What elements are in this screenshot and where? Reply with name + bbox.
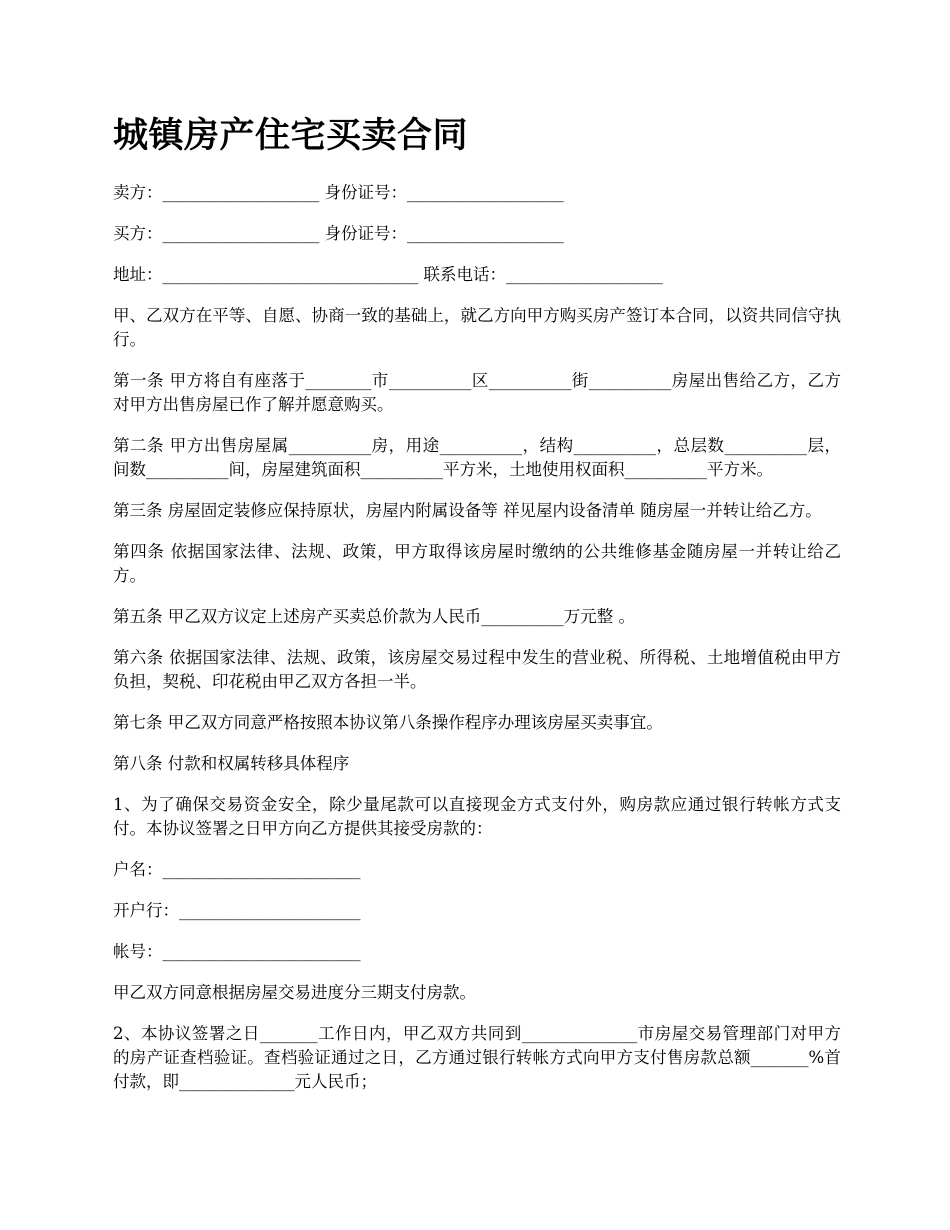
article-8-clause-1: 1、为了确保交易资金安全，除少量尾款可以直接现金方式支付外，购房款应通过银行转帐方式支付。本协议签署之日甲方向乙方提供其接受房款的： <box>113 795 841 838</box>
article-8-heading: 第八条 付款和权属转移具体程序 <box>113 754 350 773</box>
preamble-paragraph: 甲、乙双方在平等、自愿、协商一致的基础上，就乙方向甲方购买房产签订本合同，以资共同信守执行。 <box>113 306 841 349</box>
address-line: 地址：_______________________________ 联系电话：___________________ <box>113 265 663 284</box>
article-7: 第七条 甲乙双方同意严格按照本协议第八条操作程序办理该房屋买卖事宜。 <box>113 713 663 732</box>
article-1: 第一条 甲方将自有座落于________市__________区__________街__________房屋出售给乙方，乙方对甲方出售房屋已作了解并愿意购买。 <box>113 371 841 414</box>
buyer-line: 买方：___________________ 身份证号：___________________ <box>113 224 564 243</box>
installment-note: 甲乙双方同意根据房屋交易进度分三期支付房款。 <box>113 983 476 1002</box>
bank-line: 开户行：______________________ <box>113 901 361 920</box>
account-number-line: 帐号：________________________ <box>113 942 361 961</box>
article-4: 第四条 依据国家法律、法规、政策，甲方取得该房屋时缴纳的公共维修基金随房屋一并转让给乙方。 <box>113 542 841 585</box>
article-2: 第二条 甲方出售房屋属__________房，用途__________，结构__________，总层数__________层，间数__________间，房屋建筑面积__________平方米，土地使用权面积__________平方米。 <box>113 436 841 479</box>
document-title: 城镇房产住宅买卖合同 <box>113 116 469 156</box>
article-5: 第五条 甲乙双方议定上述房产买卖总价款为人民币__________万元整 。 <box>113 607 635 626</box>
account-name-line: 户名：________________________ <box>113 860 361 879</box>
article-6: 第六条 依据国家法律、法规、政策，该房屋交易过程中发生的营业税、所得税、土地增值税由甲方负担，契税、印花税由甲乙双方各担一半。 <box>113 648 841 691</box>
seller-line: 卖方：___________________ 身份证号：___________________ <box>113 183 564 202</box>
contract-page <box>113 112 841 1111</box>
article-3: 第三条 房屋固定装修应保持原状，房屋内附属设备等 祥见屋内设备清单 随房屋一并转让给乙方。 <box>113 501 822 520</box>
article-8-clause-2: 2、本协议签署之日_______工作日内，甲乙双方共同到______________市房屋交易管理部门对甲方的房产证查档验证。查档验证通过之日，乙方通过银行转帐方式向甲方支付售房款总额_______%首付款，即______________元人民币； <box>113 1024 841 1091</box>
